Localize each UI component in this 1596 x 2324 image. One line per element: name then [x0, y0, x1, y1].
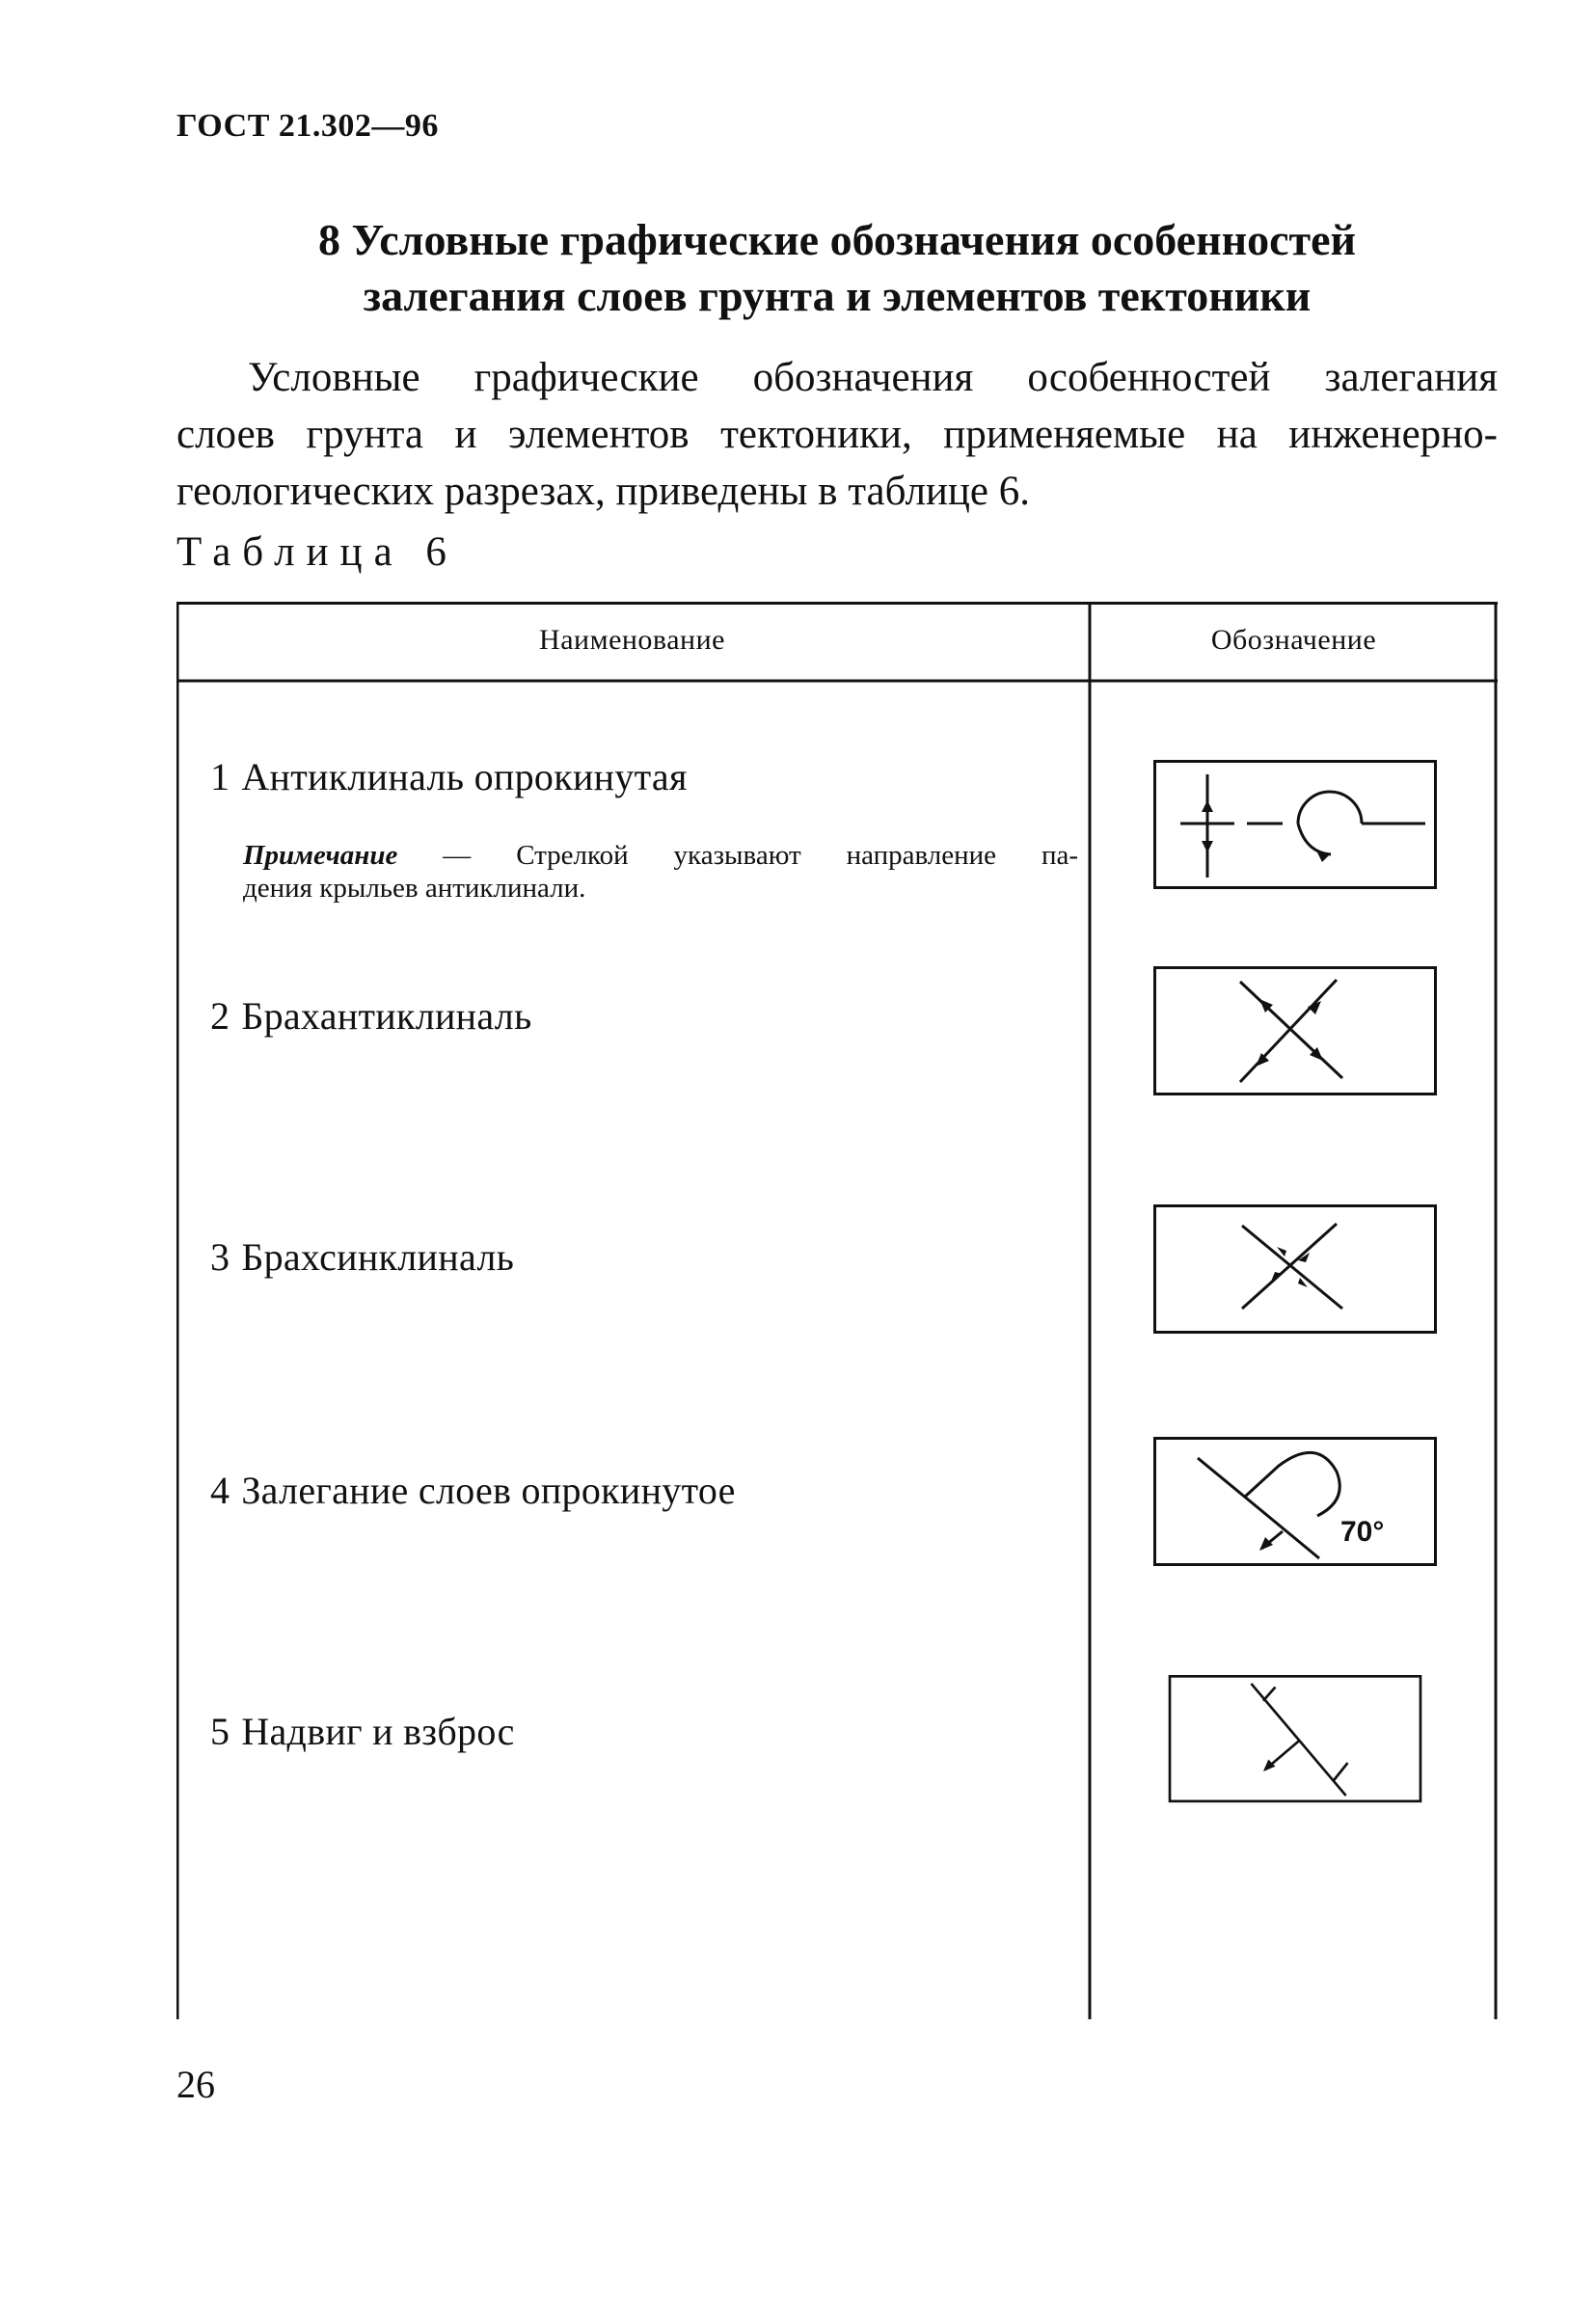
row-number: 1	[210, 755, 230, 798]
note-line	[243, 839, 1078, 872]
note-line: дения крыльев антиклинали.	[243, 873, 586, 904]
row-label: Брахсинклиналь	[241, 1235, 515, 1279]
brachyanticline-icon	[1153, 966, 1437, 1095]
table-row-name	[210, 1468, 736, 1513]
brachysyncline-icon	[1153, 1204, 1437, 1334]
overturned-anticline-icon	[1153, 760, 1437, 889]
row-note	[243, 839, 1078, 905]
section-title	[176, 212, 1498, 324]
column-header-name: Наименование	[539, 624, 725, 656]
section-title-line: залегания слоев грунта и элементов тектоники	[363, 271, 1312, 320]
row-label: Залегание слоев опрокинутое	[241, 1469, 736, 1512]
overturned-bedding-icon	[1153, 1437, 1437, 1566]
row-label: Надвиг и взброс	[241, 1710, 515, 1753]
row-number: 5	[210, 1710, 230, 1753]
row-label: Антиклиналь опрокинутая	[241, 755, 688, 798]
table-row-name	[210, 1234, 514, 1280]
intro-paragraph	[176, 349, 1498, 520]
thrust-reverse-fault-icon	[1153, 1675, 1437, 1804]
section-title-line: 8 Условные графические обозначения особенностей	[317, 215, 1357, 264]
table-row-name	[210, 993, 532, 1039]
page-number: 26	[176, 2063, 215, 2106]
column-header-symbol: Обозначение	[1210, 624, 1377, 656]
table-row-name	[210, 754, 688, 799]
row-label: Брахантиклиналь	[241, 994, 532, 1038]
table-row-name	[210, 1709, 515, 1754]
note-label: Примечание	[243, 840, 398, 871]
row-number: 3	[210, 1235, 230, 1279]
standard-code: ГОСТ 21.302—96	[176, 108, 439, 144]
row-number: 4	[210, 1469, 230, 1512]
intro-line: Условные графические обозначения особенностей залегания	[248, 355, 1498, 400]
row-number: 2	[210, 994, 230, 1038]
intro-line: слоев грунта и элементов тектоники, применяемые на инженерно-	[176, 412, 1498, 457]
dip-angle-label: 70°	[1340, 1516, 1385, 1548]
table-caption: Таблица 6	[176, 529, 458, 575]
intro-line: геологических разрезах, приведены в таблице 6.	[176, 469, 1031, 514]
note-text: — Стрелкой указывают направление па-	[443, 840, 1078, 871]
